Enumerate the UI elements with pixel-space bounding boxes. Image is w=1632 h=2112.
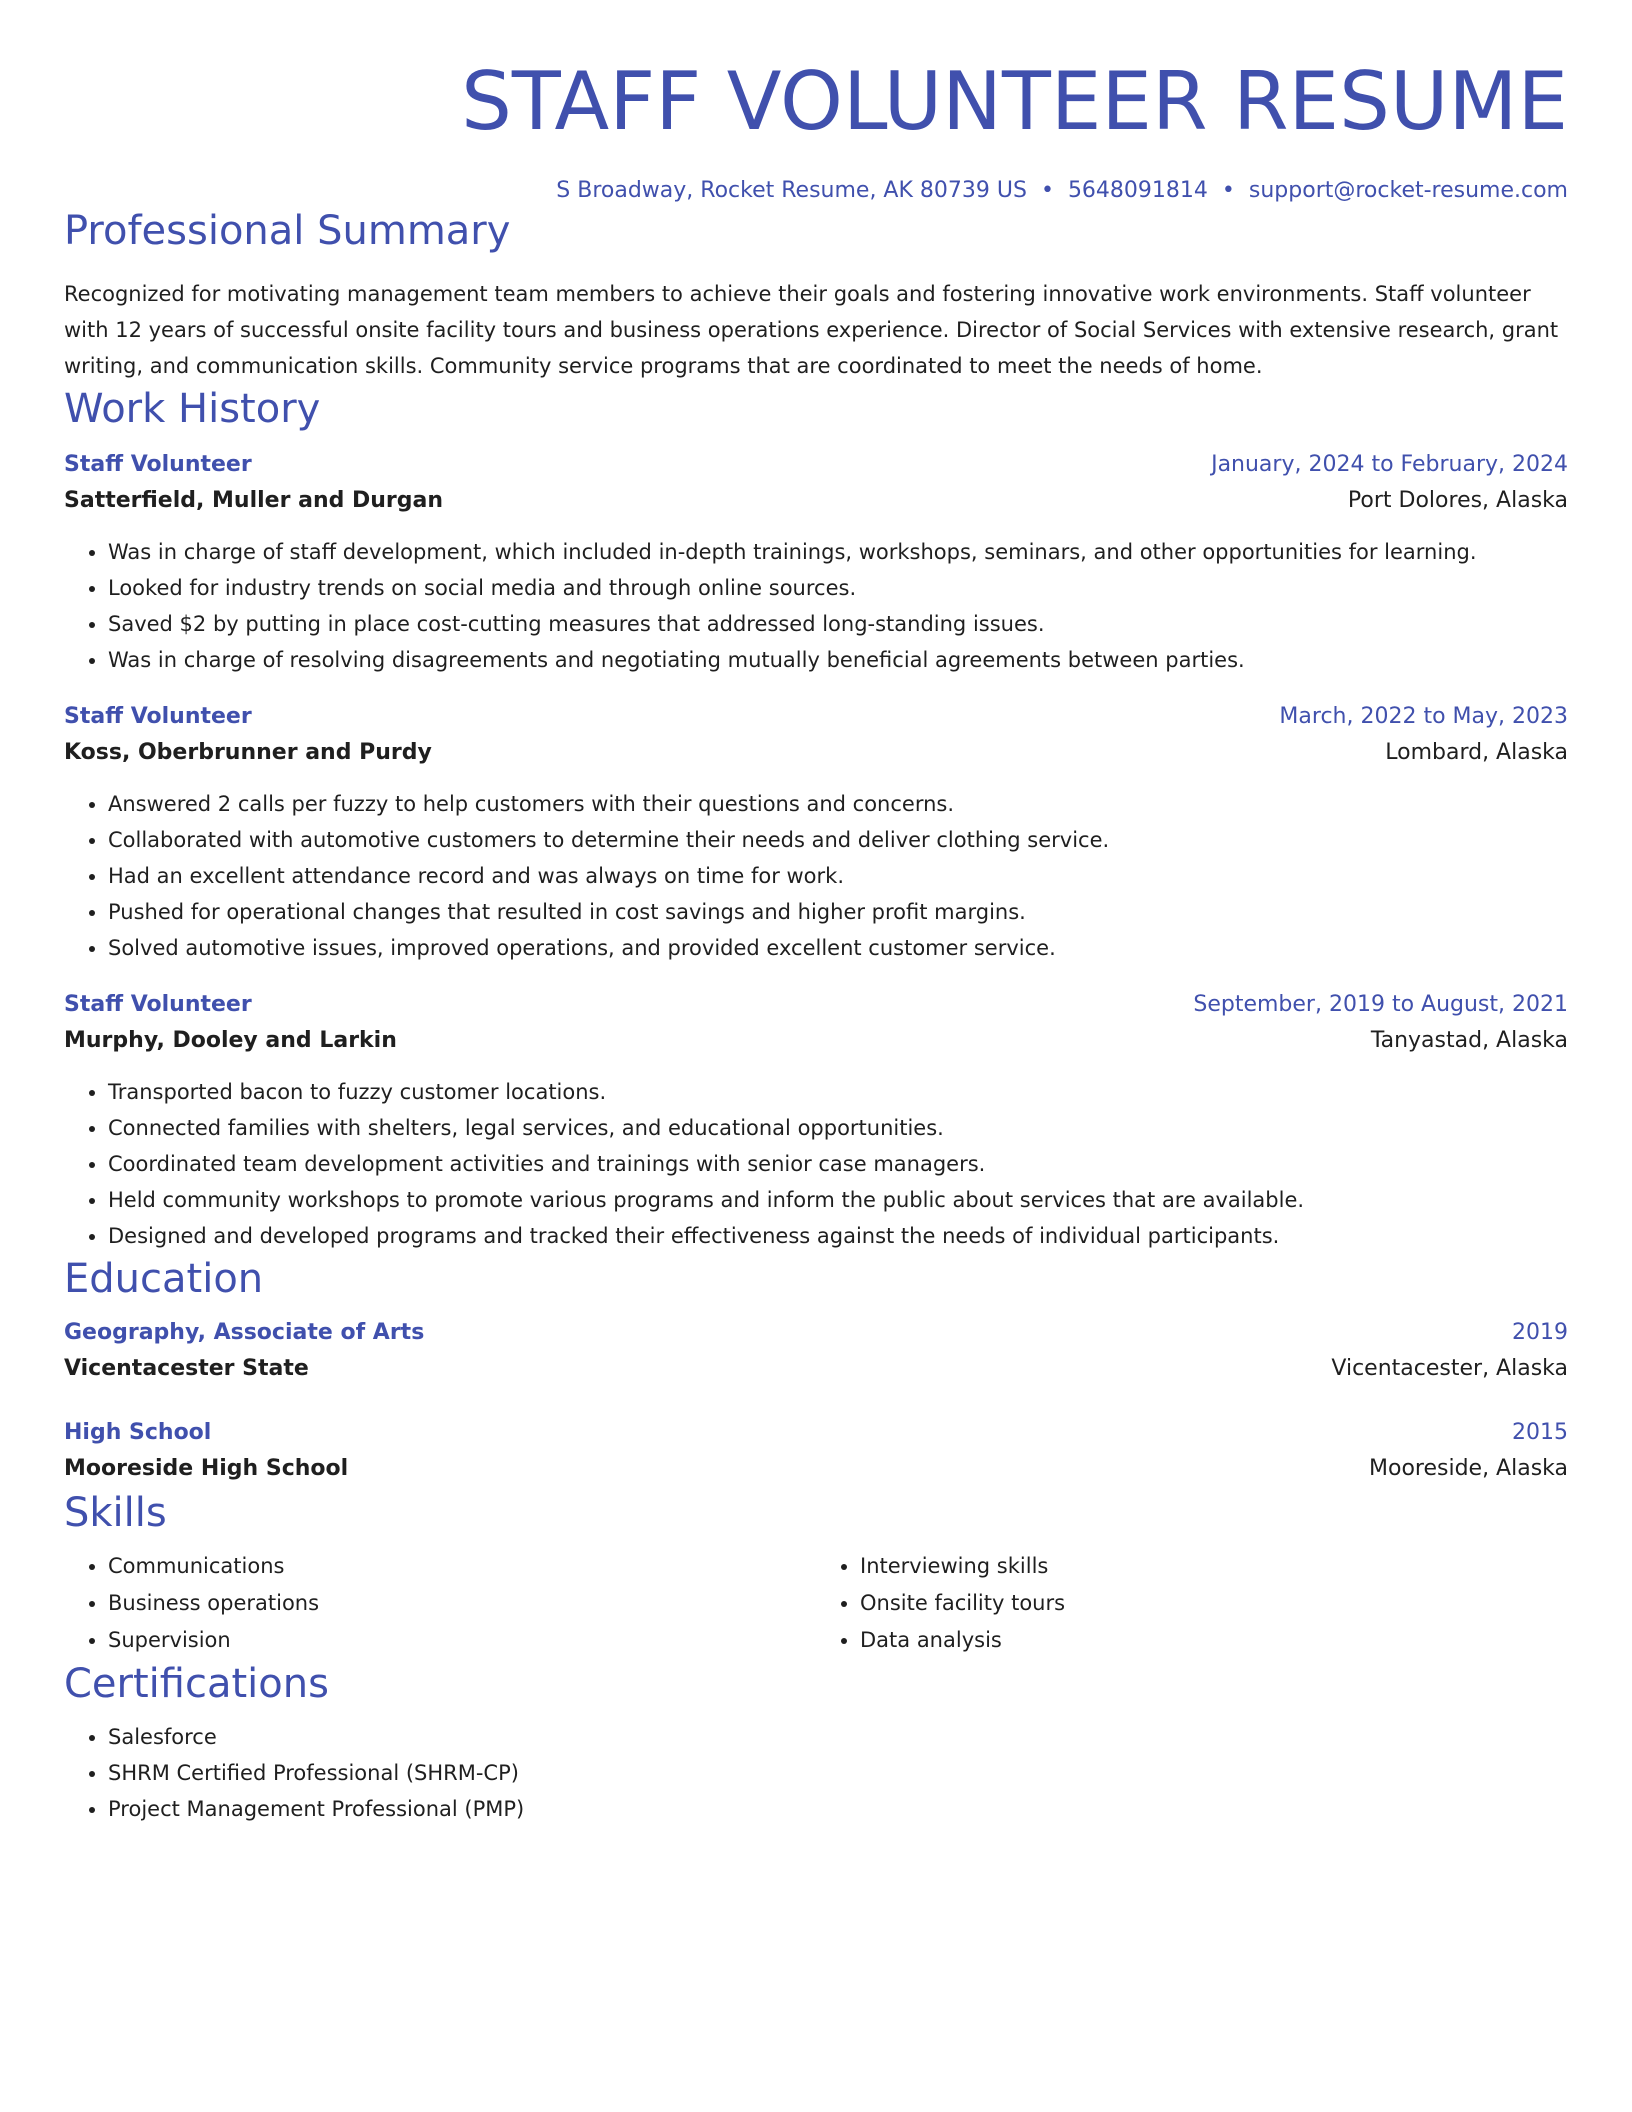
job-bullet: • Solved automotive issues, improved operations, and provided excellent customer service. [108, 930, 1568, 966]
job-location: Tanyastad, Alaska [1370, 1028, 1568, 1053]
job-bullet: • Had an excellent attendance record and was always on time for work. [108, 858, 1568, 894]
skill-item: • Data analysis [860, 1622, 1568, 1659]
education-location: Mooreside, Alaska [1369, 1456, 1568, 1481]
education-location: Vicentacester, Alaska [1331, 1356, 1568, 1381]
job-bullet: • Collaborated with automotive customers to determine their needs and deliver clothing service. [108, 822, 1568, 858]
job-company: Murphy, Dooley and Larkin [64, 1028, 397, 1053]
skills-list [64, 1548, 1568, 1659]
job-location: Port Dolores, Alaska [1347, 488, 1568, 513]
job-bullets [64, 786, 1568, 966]
job-bullet: • Connected families with shelters, legal services, and educational opportunities. [108, 1110, 1568, 1146]
education-year: 2019 [1512, 1320, 1568, 1345]
job-company: Satterfield, Muller and Durgan [64, 488, 444, 513]
certifications-list [64, 1719, 1568, 1827]
job-company: Koss, Oberbrunner and Purdy [64, 740, 432, 765]
job-bullet: • Coordinated team development activities and trainings with senior case managers. [108, 1146, 1568, 1182]
contact-address: S Broadway, Rocket Resume, AK 80739 US [556, 178, 1027, 203]
job-role: Staff Volunteer [64, 992, 252, 1017]
job-entry [64, 988, 1568, 1254]
resume-header [64, 0, 1568, 206]
education-entry [64, 1416, 1568, 1488]
job-bullet: • Answered 2 calls per fuzzy to help customers with their questions and concerns. [108, 786, 1568, 822]
job-entry [64, 700, 1568, 966]
job-dates: March, 2022 to May, 2023 [1279, 704, 1568, 729]
contact-email: support@rocket-resume.com [1248, 178, 1568, 203]
skill-item: • Communications [108, 1548, 816, 1585]
job-bullet: • Saved $2 by putting in place cost-cutting measures that addressed long-standing issues. [108, 606, 1568, 642]
skills-column-right [816, 1548, 1568, 1659]
job-bullet: • Looked for industry trends on social media and through online sources. [108, 570, 1568, 606]
job-location: Lombard, Alaska [1385, 740, 1568, 765]
certifications-heading: Certifications [64, 1661, 329, 1707]
certification-item: • SHRM Certified Professional (SHRM-CP) [108, 1755, 1568, 1791]
job-role: Staff Volunteer [64, 452, 252, 477]
contact-separator: • [1221, 178, 1235, 203]
education-degree: Geography, Associate of Arts [64, 1320, 425, 1345]
education-entry [64, 1316, 1568, 1388]
summary-text: Recognized for motivating management team members to achieve their goals and fostering innovative work environments. Staff volunteer with 12 years of successful onsite facility tours and business operations experience. Director of Social Services with extensive research, grant writing, and communication skills. Community service programs that are coordinated to meet the needs of home. [64, 282, 1559, 378]
skill-item: • Onsite facility tours [860, 1585, 1568, 1622]
contact-separator: • [1040, 178, 1054, 203]
education-year: 2015 [1512, 1420, 1568, 1445]
education-heading: Education [64, 1256, 264, 1302]
skill-item: • Business operations [108, 1585, 816, 1622]
job-bullets [64, 534, 1568, 678]
contact-line [64, 176, 1568, 206]
work-history-heading: Work History [64, 386, 321, 432]
resume-title: STAFF VOLUNTEER RESUME [461, 55, 1568, 148]
job-bullets [64, 1074, 1568, 1254]
skills-heading: Skills [64, 1490, 167, 1536]
job-dates: September, 2019 to August, 2021 [1193, 992, 1568, 1017]
job-bullet: • Designed and developed programs and tracked their effectiveness against the needs of individual participants. [108, 1218, 1568, 1254]
certification-item: • Salesforce [108, 1719, 1568, 1755]
job-bullet: • Was in charge of staff development, which included in-depth trainings, workshops, seminars, and other opportunities for learning. [108, 534, 1568, 570]
job-entry [64, 448, 1568, 678]
job-bullet: • Held community workshops to promote various programs and inform the public about services that are available. [108, 1182, 1568, 1218]
education-degree: High School [64, 1420, 212, 1445]
contact-phone: 5648091814 [1067, 178, 1208, 203]
skill-item: • Interviewing skills [860, 1548, 1568, 1585]
skill-item: • Supervision [108, 1622, 816, 1659]
job-bullet: • Was in charge of resolving disagreements and negotiating mutually beneficial agreements between parties. [108, 642, 1568, 678]
job-bullet: • Transported bacon to fuzzy customer locations. [108, 1074, 1568, 1110]
education-school: Mooreside High School [64, 1456, 349, 1481]
job-bullet: • Pushed for operational changes that resulted in cost savings and higher profit margins. [108, 894, 1568, 930]
certification-item: • Project Management Professional (PMP) [108, 1791, 1568, 1827]
job-role: Staff Volunteer [64, 704, 252, 729]
summary-heading: Professional Summary [64, 208, 511, 254]
education-school: Vicentacester State [64, 1356, 309, 1381]
skills-column-left [64, 1548, 816, 1659]
job-dates: January, 2024 to February, 2024 [1211, 452, 1568, 477]
